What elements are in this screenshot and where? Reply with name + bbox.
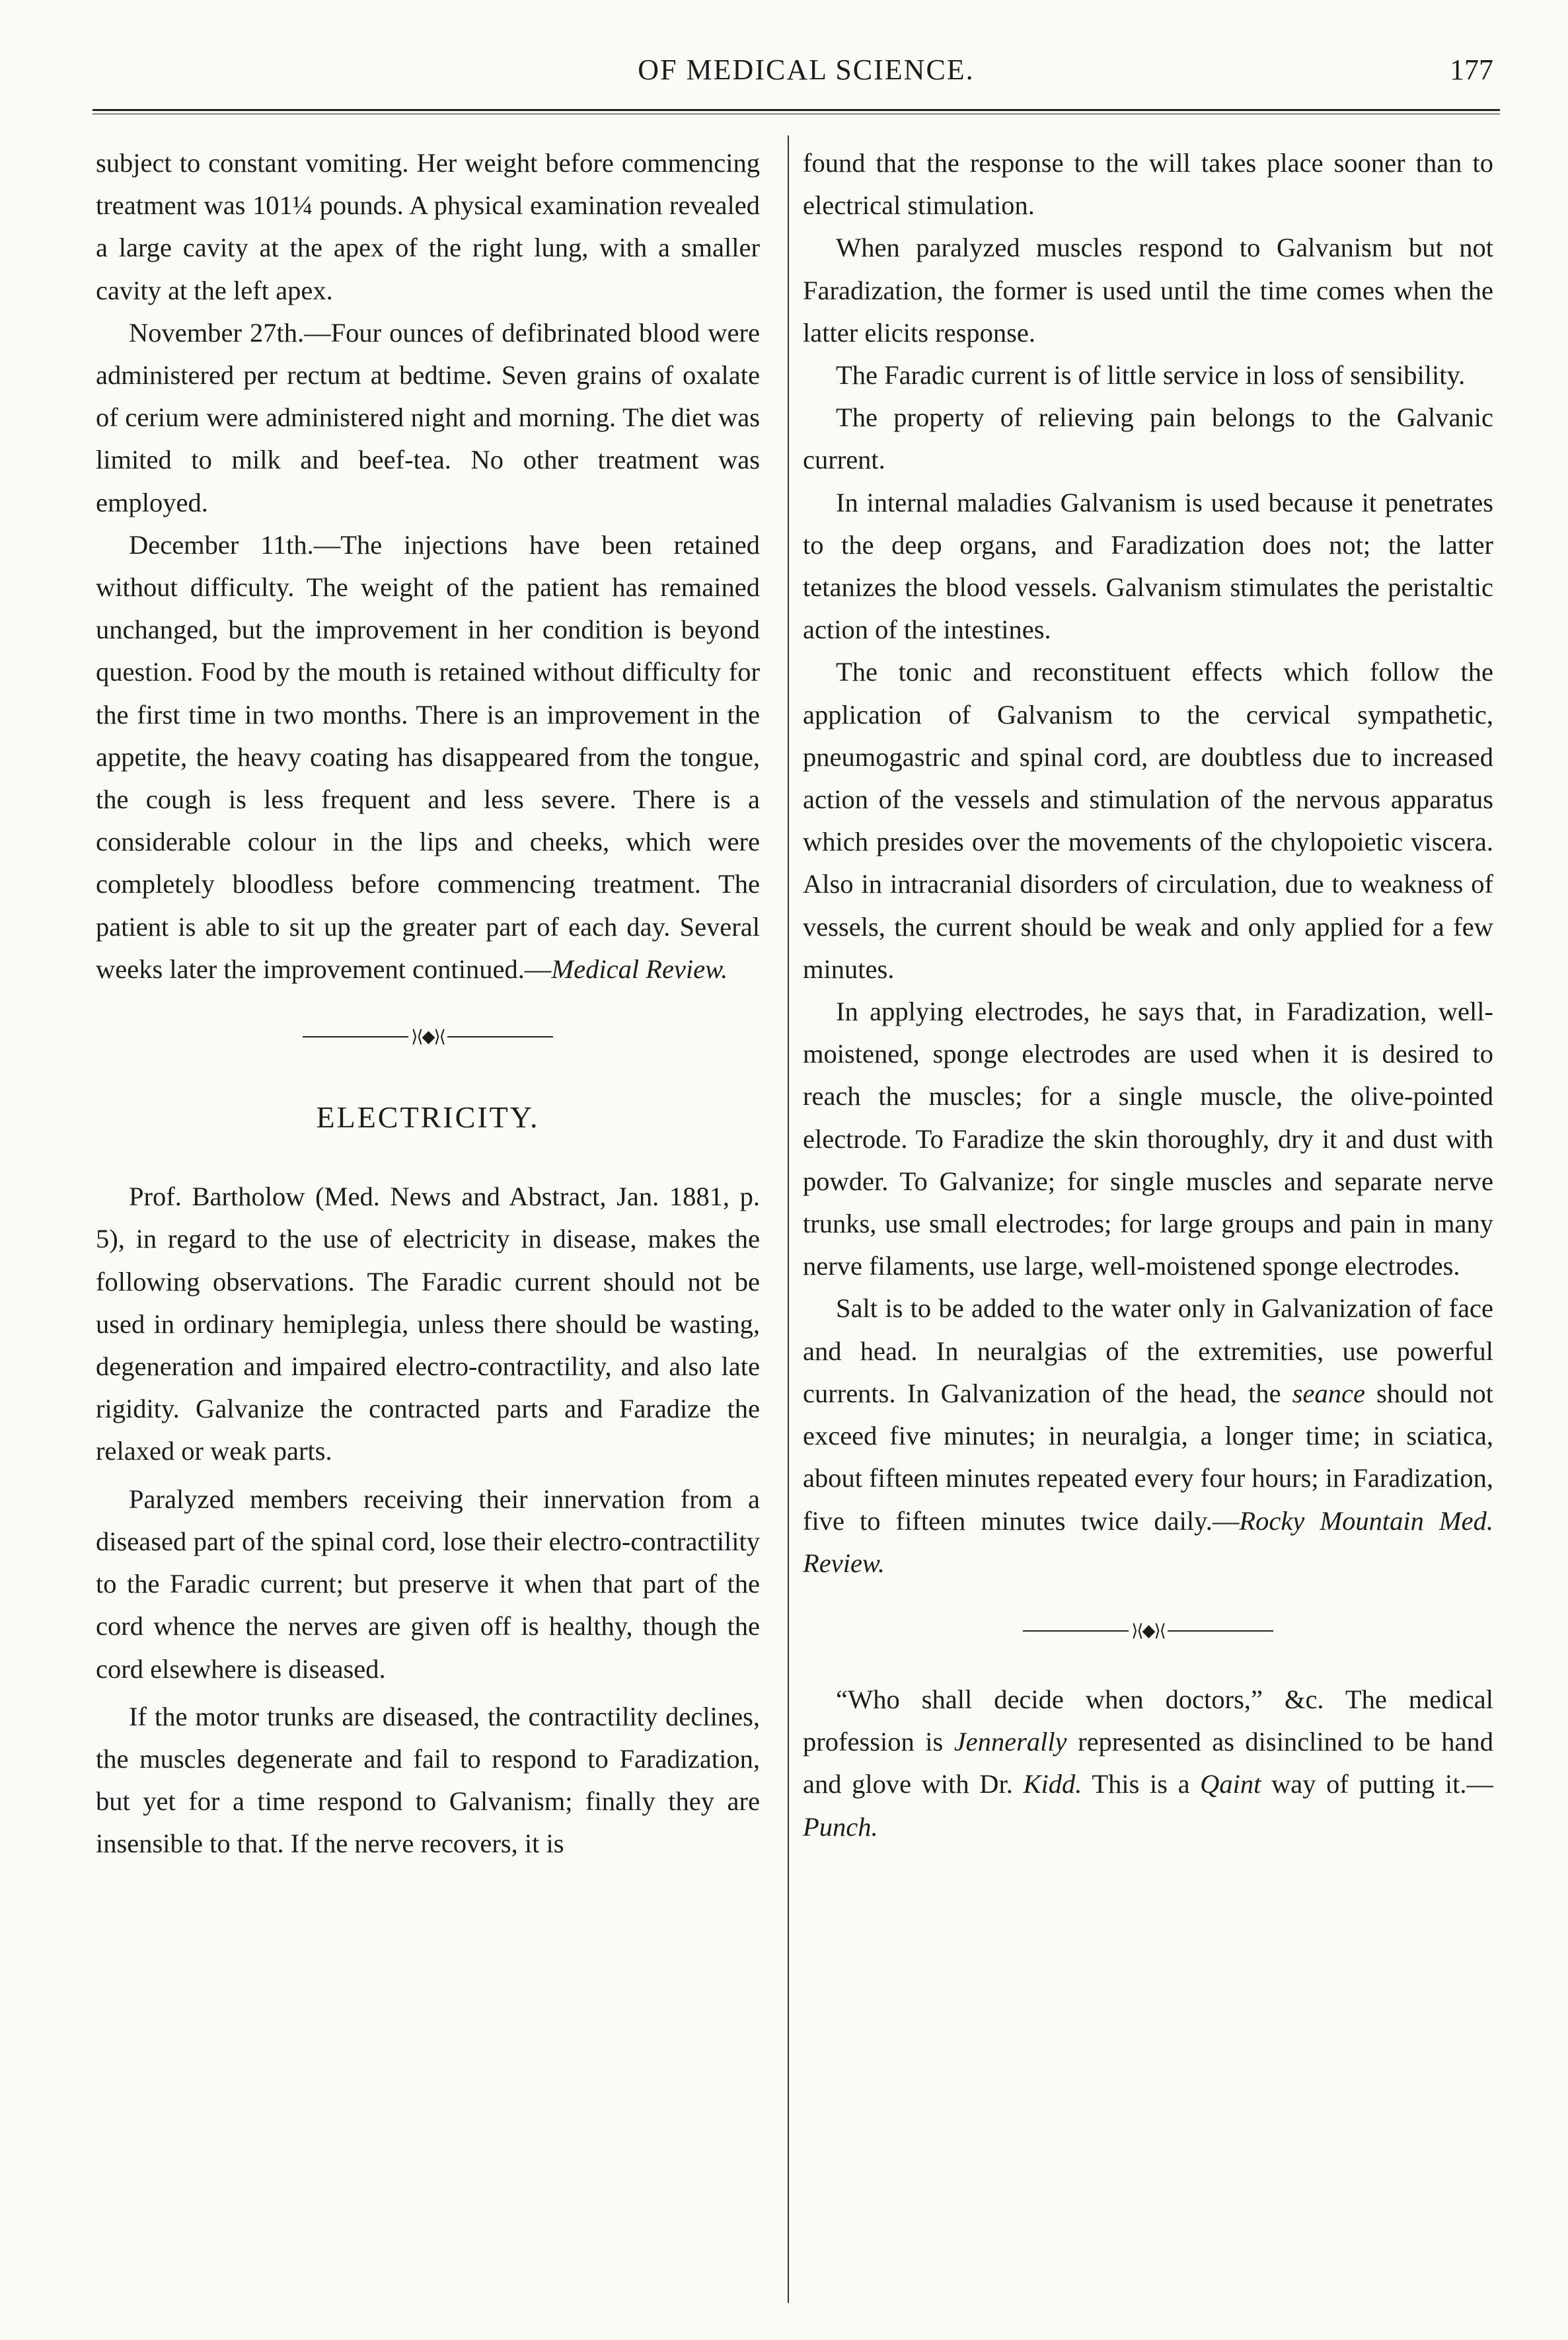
section-heading: ELECTRICITY. (316, 1100, 540, 1135)
source-citation: Medical Review. (551, 954, 728, 984)
right-column (803, 142, 1493, 1848)
paragraph-text: should not exceed five minutes; in neuralgia, a longer time; in sciatica, about fifteen minutes repeated every four hours; in Faradization, five to fifteen minutes twice daily.— (803, 1378, 1494, 1536)
ornament-rule (447, 1036, 553, 1038)
paragraph: In applying electrodes, he says that, in Faradization, well-moistened, sponge electrodes are used when it is desired to reach the muscles; for a single muscle, the olive-pointed electrode. To Faradize the skin thoroughly, dry it and dust with powder. To Galvanize; for single muscles and separate nerve trunks, use small electrodes; for large groups and pain in many nerve filaments, use large, well-moistened sponge electrodes. (803, 997, 1493, 1281)
italic-term: Kidd. (1023, 1769, 1082, 1799)
paragraph (96, 524, 760, 991)
italic-term: Qaint (1200, 1769, 1261, 1799)
source-citation: Rocky Mountain Med. Review. (803, 1505, 1493, 1578)
left-column (96, 142, 760, 1866)
section-ornament (803, 1618, 1493, 1644)
running-head: OF MEDICAL SCIENCE. (638, 54, 975, 86)
header-rule (93, 109, 1500, 114)
paragraph: subject to constant vomiting. Her weight before commencing treatment was 101¼ pounds. A physical examination revealed a large cavity at the apex of the right lung, with a smaller cavity at the left apex. (96, 148, 760, 305)
paragraph-text: “Who shall decide when doctors,” &c. The medical profession is (803, 1684, 1493, 1757)
paragraph-text: way of putting it.— (1271, 1769, 1493, 1799)
italic-term: Jennerally (953, 1727, 1067, 1757)
italic-term: seance (1292, 1378, 1365, 1408)
ornament-rule (1168, 1630, 1273, 1632)
ornament-rule (303, 1036, 408, 1038)
ornament-glyph: ⟩⟨◆⟩⟨ (1131, 1620, 1165, 1640)
page-number: 177 (1450, 54, 1493, 86)
paragraph: If the motor trunks are diseased, the contractility declines, the muscles degenerate and fail to respond to Faradization, but yet for a time respond to Galvanism; finally they are insensible to that. If the nerve recovers, it is (96, 1701, 760, 1859)
page-header (119, 53, 1500, 106)
paragraph: The property of relieving pain belongs to the Galvanic current. (803, 402, 1493, 475)
section-ornament (96, 1024, 760, 1050)
paragraph (803, 1287, 1493, 1584)
paragraph-text: December 11th.—The injections have been retained without difficulty. The weight of the patient has remained unchanged, but the improvement in her condition is beyond question. Food by the mouth is retained without difficulty for the first time in two months. There is an improvement in the appetite, the heavy coating has disappeared from the tongue, the cough is less frequent and less severe. There is a considerable colour in the lips and cheeks, which were completely bloodless before commencing treatment. The patient is able to sit up the greater part of each day. Several weeks later the improvement continued.— (96, 529, 760, 984)
paragraph-text: This is a (1092, 1769, 1190, 1799)
paragraph-text: Salt is to be added to the water only in Galvanization of face and head. In neuralgias of the extremities, use powerful currents. In Galvanization of the head, the (803, 1293, 1493, 1408)
paragraph: The tonic and reconstituent effects which follow the application of Galvanism to the cervical sympathetic, pneumogastric and spinal cord, are doubtless due to increased action of the vessels and stimulation of the nervous apparatus which presides over the movements of the chylopoietic viscera. Also in intracranial disorders of circulation, due to weakness of vessels, the current should be weak and only applied for a few minutes. (803, 657, 1493, 984)
paragraph: found that the response to the will takes place sooner than to electrical stimulation. (803, 148, 1493, 221)
paragraph: The Faradic current is of little service in loss of sensibility. (836, 360, 1466, 391)
source-citation: Punch. (803, 1811, 878, 1842)
paragraph: In internal maladies Galvanism is used because it penetrates to the deep organs, and Faradization does not; the latter tetanizes the blood vessels. Galvanism stimulates the peristaltic action of the intestines. (803, 487, 1493, 645)
paragraph: Paralyzed members receiving their innervation from a diseased part of the spinal cord, lose their electro-contractility to the Faradic current; but preserve it when that part of the cord whence the nerves are given off is healthy, though the cord elsewhere is diseased. (96, 1484, 760, 1684)
paragraph (803, 1679, 1493, 1848)
paragraph-text: represented as disinclined to be hand and glove with Dr. (803, 1727, 1494, 1799)
paragraph: When paralyzed muscles respond to Galvanism but not Faradization, the former is used until the time comes when the latter elicits response. (803, 233, 1493, 348)
column-divider (788, 135, 789, 2303)
paragraph: Prof. Bartholow (Med. News and Abstract, Jan. 1881, p. 5), in regard to the use of electricity in disease, makes the following observations. The Faradic current should not be used in ordinary hemiplegia, unless there should be wasting, degeneration and impaired electro-contractility, and also late rigidity. Galvanize the contracted parts and Faradize the relaxed or weak parts. (96, 1182, 760, 1466)
ornament-rule (1023, 1630, 1129, 1632)
ornament-glyph: ⟩⟨◆⟩⟨ (411, 1027, 445, 1047)
paragraph: November 27th.—Four ounces of defibrinated blood were administered per rectum at bedtime. Seven grains of oxalate of cerium were administered night and morning. The diet was limited to milk and beef-tea. No other treatment was employed. (96, 317, 760, 517)
